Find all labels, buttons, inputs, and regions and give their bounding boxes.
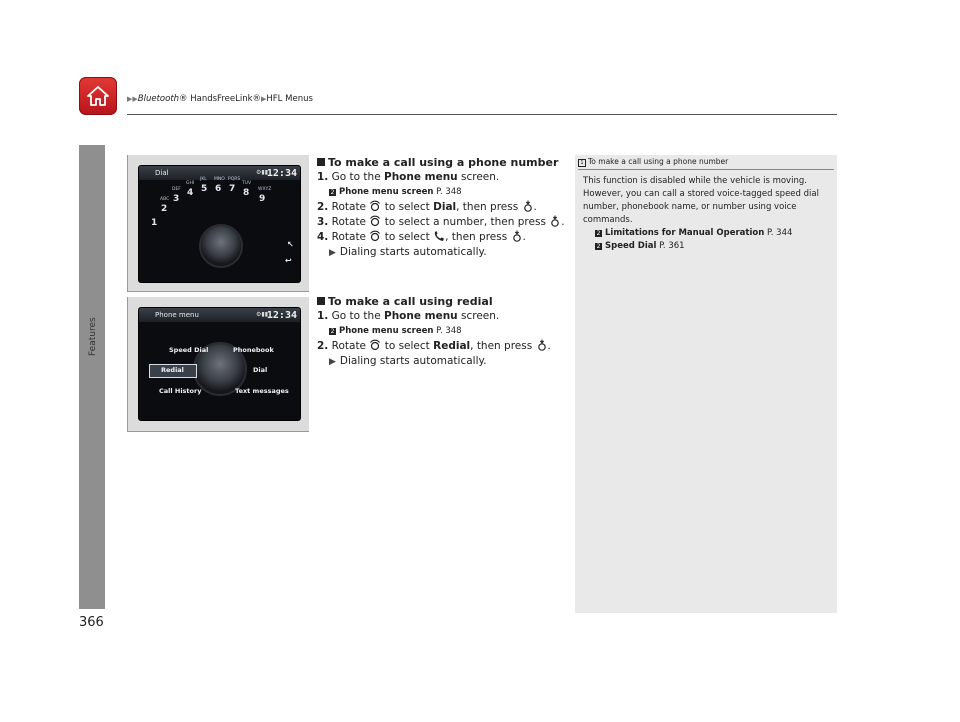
dial-key-letters: MNO [214,177,225,182]
dial-key-1: 1 [151,218,158,228]
side-note-heading: 1 To make a call using a phone number [578,157,728,167]
dial-key-7: 7 [229,184,236,194]
cross-reference[interactable]: 2 Phone menu screen P. 348 [330,326,462,336]
menu-item-text-messages: Text messages [235,387,289,395]
step-result: ▶ Dialing starts automatically. [329,355,487,367]
dial-key-9: 9 [259,194,266,204]
menu-item-speed-dial: Speed Dial [169,346,209,354]
interface-dial-rotate-icon [369,339,381,351]
interface-dial-press-icon [511,230,523,242]
section-phone-number [317,155,567,261]
phone-menu-screen-clock: 12:34 [266,310,297,321]
step-2: 2. Rotate to select Dial, then press . [317,201,537,213]
dial-key-letters: WXYZ [258,187,272,192]
side-note-ref-speed-dial[interactable]: 2 Speed Dial P. 361 [596,241,685,251]
section-tab [79,145,105,609]
breadcrumb-hfl-menus[interactable]: HFL Menus [266,94,313,104]
call-icon: ↩ [285,256,292,265]
dial-key-3: 3 [173,194,180,204]
home-icon[interactable] [79,77,117,115]
page-number: 366 [79,615,104,630]
dial-screen-title: Dial [155,169,169,177]
dial-key-4: 4 [187,188,194,198]
section-heading: To make a call using a phone number [317,155,567,170]
section-heading: To make a call using redial [317,294,567,309]
dial-key-letters: ABC [160,197,170,202]
step-3: 3. Rotate to select a number, then press . [317,216,565,228]
step-1: 1. Go to the Phone menu screen. [317,171,500,183]
menu-item-call-history: Call History [159,387,202,395]
interface-dial-rotate-icon [369,230,381,242]
dial-key-letters: DEF [172,187,181,192]
interface-dial-press-icon [522,200,534,212]
dial-key-2: 2 [161,204,168,214]
interface-dial-rotate-icon [369,200,381,212]
call-handset-icon [433,230,445,242]
interface-dial-rotate-icon [369,215,381,227]
phone-menu-screen-title: Phone menu [155,311,199,319]
interface-dial-press-icon [549,215,561,227]
step-1: 1. Go to the Phone menu screen. [317,310,500,322]
interface-dial-press-icon [536,339,548,351]
side-note-rule [578,169,834,170]
menu-item-redial: Redial [161,366,184,374]
dial-key-letters: JKL [200,177,207,182]
dial-key-letters: PQRS [228,177,241,182]
dial-key-8: 8 [243,188,250,198]
cross-reference[interactable]: 2 Phone menu screen P. 348 [330,187,462,197]
breadcrumb-bluetooth[interactable]: Bluetooth [137,94,180,104]
dial-key-5: 5 [201,184,208,194]
side-note-ref-limitations[interactable]: 2 Limitations for Manual Operation P. 344 [596,228,793,238]
house-glyph [86,84,110,108]
dial-screen-clock: 12:34 [266,168,297,179]
dial-key-6: 6 [215,184,222,194]
signal-indicator-icon: ⚙▮▮ [256,169,268,176]
breadcrumb: ▶▶Bluetooth® HandsFreeLink®▶HFL Menus [127,94,313,104]
breadcrumb-hfl[interactable]: ® HandsFreeLink® [179,94,262,104]
dial-knob-graphic [201,226,241,266]
phone-menu-screen-image [127,297,309,432]
section-redial [317,294,567,370]
signal-indicator-icon: ⚙▮▮ [256,311,268,318]
step-4: 4. Rotate to select , then press . [317,231,526,243]
menu-item-phonebook: Phonebook [233,346,274,354]
dial-key-letters: GHI [186,181,195,186]
dial-key-letters: TUV [242,181,252,186]
section-tab-label: Features [88,317,98,356]
backspace-icon: ↖ [287,240,294,249]
menu-item-dial: Dial [253,366,268,374]
side-note-body [583,175,829,253]
dial-screen-image [127,155,309,292]
side-note-text: This function is disabled while the vehicle is moving. However, you can call a stored voice-tagged speed dial number, phonebook name, or number using voice commands. [583,176,819,225]
step-result: ▶ Dialing starts automatically. [329,246,487,258]
header-rule [127,114,837,115]
step-2: 2. Rotate to select Redial, then press . [317,340,551,352]
